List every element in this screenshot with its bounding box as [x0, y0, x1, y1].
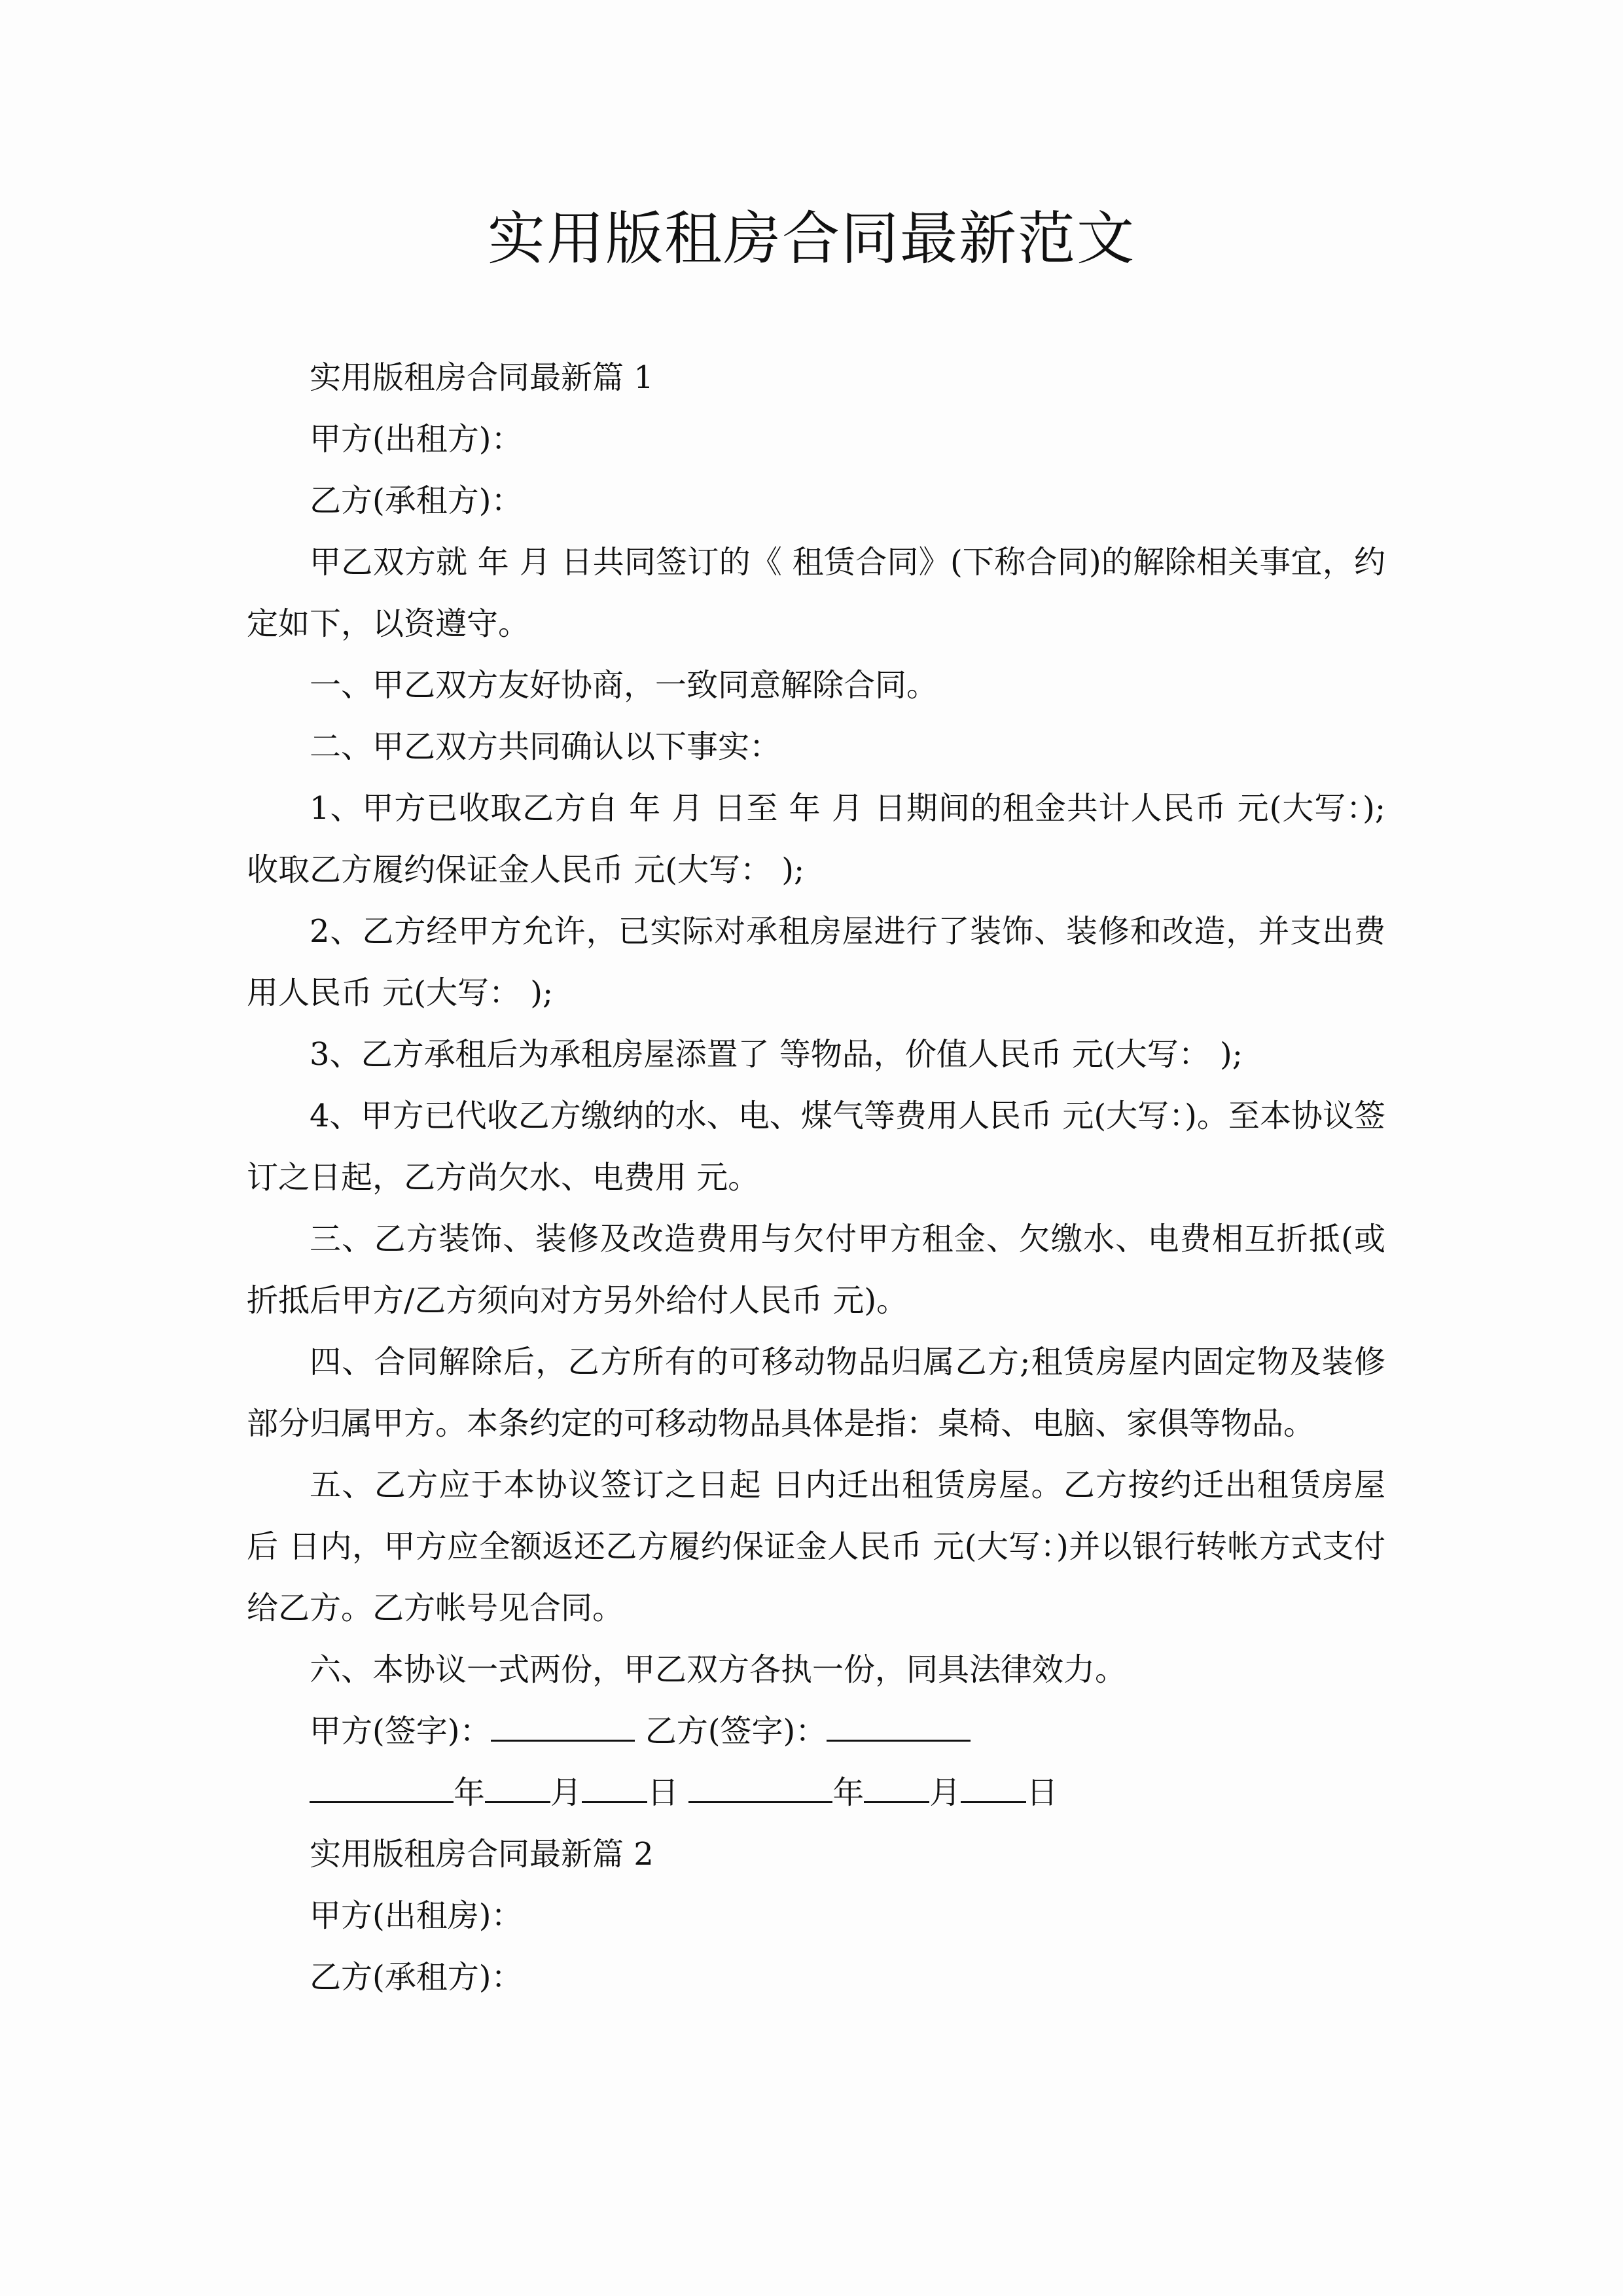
- fact-2: 2、乙方经甲方允许，已实际对承租房屋进行了装饰、装修和改造，并支出费用人民币 元(大写： );: [247, 913, 1385, 1011]
- party-b-month-label: 月: [929, 1774, 961, 1811]
- party-a-month-label: 月: [550, 1774, 582, 1811]
- signature-date-row: [247, 1762, 1385, 1823]
- party-a-signature-blank: [491, 1703, 635, 1742]
- section-2-heading: 实用版租房合同最新篇 2: [310, 1836, 654, 1873]
- clause-2: 二、甲乙双方共同确认以下事实：: [310, 728, 781, 765]
- party-a-signature-label: 甲方(签字)：: [310, 1713, 491, 1749]
- clause-6: 六、本协议一式两份，甲乙双方各执一份，同具法律效力。: [310, 1651, 1127, 1688]
- party-b-year-label: 年: [832, 1774, 865, 1811]
- intro-paragraph: 甲乙双方就 年 月 日共同签订的《 租赁合同》(下称合同)的解除相关事宜，约定如下，以资遵守。: [247, 544, 1385, 642]
- signature-row: [247, 1700, 1385, 1762]
- party-a-year-blank: [310, 1765, 454, 1803]
- fact-4: 4、甲方已代收乙方缴纳的水、电、煤气等费用人民币 元(大写：)。至本协议签订之日起，乙方尚欠水、电费用 元。: [247, 1098, 1385, 1196]
- clause-1: 一、甲乙双方友好协商，一致同意解除合同。: [310, 667, 938, 704]
- party-b-signature-label: 乙方(签字)：: [645, 1713, 827, 1749]
- section-1-heading: 实用版租房合同最新篇 1: [310, 359, 654, 396]
- clause-3: 三、乙方装饰、装修及改造费用与欠付甲方租金、欠缴水、电费相互折抵(或折抵后甲方/乙方须向对方另外给付人民币 元)。: [247, 1221, 1385, 1319]
- party-a-day-label: 日: [647, 1774, 679, 1811]
- section-2-party-a-line: 甲方(出租房)：: [310, 1897, 523, 1934]
- party-b-year-blank: [688, 1765, 832, 1803]
- party-a-year-label: 年: [454, 1774, 486, 1811]
- party-b-line: 乙方(承租方)：: [310, 482, 523, 519]
- section-2-party-b-line: 乙方(承租方)：: [310, 1959, 523, 1996]
- fact-3: 3、乙方承租后为承租房屋添置了 等物品，价值人民币 元(大写： );: [310, 1036, 1243, 1073]
- party-a-day-blank: [582, 1765, 647, 1803]
- party-b-signature-blank: [827, 1703, 971, 1742]
- party-a-month-blank: [485, 1765, 550, 1803]
- party-b-day-label: 日: [1026, 1774, 1058, 1811]
- party-b-day-blank: [961, 1765, 1026, 1803]
- document-title: 实用版租房合同最新范文: [487, 205, 1135, 272]
- party-b-month-blank: [864, 1765, 929, 1803]
- party-a-line: 甲方(出租方)：: [310, 421, 523, 457]
- clause-5: 五、乙方应于本协议签订之日起 日内迁出租赁房屋。乙方按约迁出租赁房屋后 日内，甲方应全额返还乙方履约保证金人民币 元(大写：)并以银行转帐方式支付给乙方。乙方帐号见合同。: [247, 1467, 1385, 1626]
- clause-4: 四、合同解除后，乙方所有的可移动物品归属乙方;租赁房屋内固定物及装修部分归属甲方。本条约定的可移动物品具体是指：桌椅、电脑、家俱等物品。: [247, 1344, 1385, 1442]
- fact-1: 1、甲方已收取乙方自 年 月 日至 年 月 日期间的租金共计人民币 元(大写：);收取乙方履约保证金人民币 元(大写： );: [247, 790, 1385, 888]
- document-body: [247, 347, 1385, 2008]
